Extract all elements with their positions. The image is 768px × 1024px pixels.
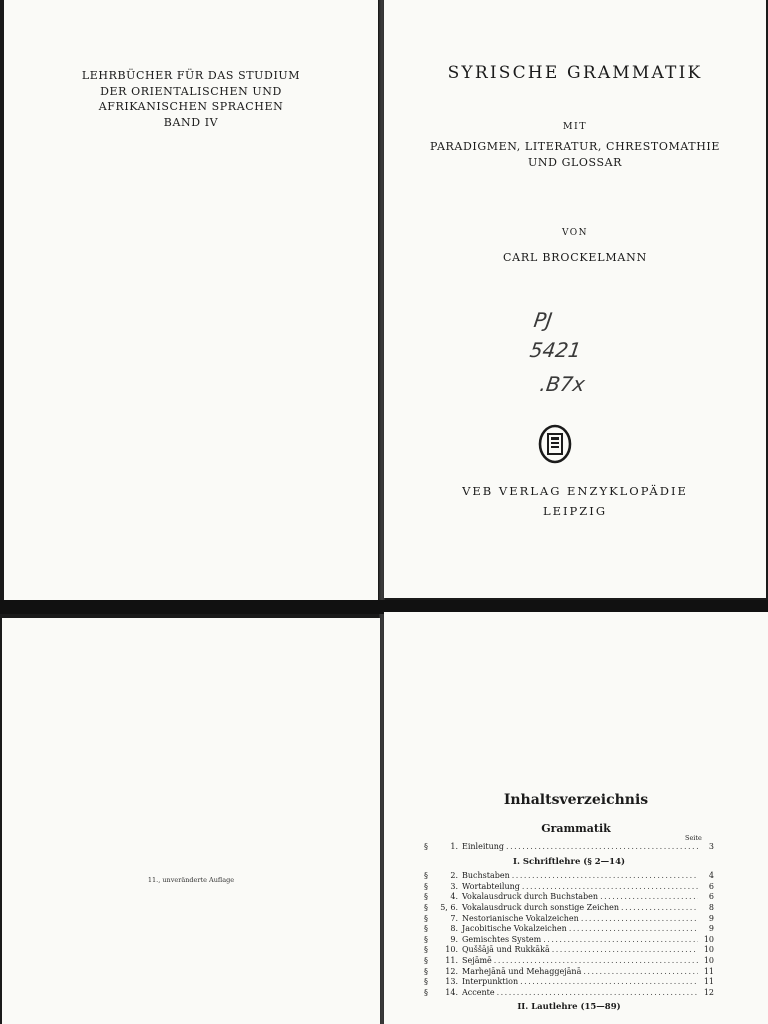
toc-entry xyxy=(424,903,714,914)
series-line: DER ORIENTALISCHEN UND xyxy=(100,84,282,98)
series-block xyxy=(4,68,378,130)
section-title: Vokalausdruck durch Buchstaben xyxy=(462,892,599,902)
section-title: Interpunktion xyxy=(462,977,519,987)
publisher-name: VEB VERLAG ENZYKLOPÄDIE xyxy=(462,484,688,498)
page-number: 8 xyxy=(708,902,714,912)
page-number: 9 xyxy=(708,924,714,934)
section-sign: § xyxy=(424,913,428,923)
von-label: VON xyxy=(561,228,589,238)
leader-dots xyxy=(600,892,698,903)
section-number: 8. xyxy=(450,924,458,934)
section-number: 5, 6. xyxy=(440,902,458,912)
leader-dots xyxy=(552,945,698,956)
section-title: Nestorianische Vokalzeichen xyxy=(462,913,579,923)
call-number-line: PJ xyxy=(532,308,554,332)
page-number: 11 xyxy=(703,966,714,976)
book-title: SYRISCHE GRAMMATIK xyxy=(447,63,703,83)
section-sign: § xyxy=(424,955,428,965)
section-title: Buchstaben xyxy=(462,871,510,881)
title-page xyxy=(384,0,766,598)
section-sign: § xyxy=(424,945,428,955)
page-number: 9 xyxy=(708,913,714,923)
section-sign: § xyxy=(424,977,428,987)
section-title: Marhejānā und Mehaggejānā xyxy=(462,966,582,976)
section-number: 2. xyxy=(450,871,458,881)
page-number: 12 xyxy=(703,987,714,997)
page-column-label: Seite xyxy=(685,834,702,842)
leader-dots xyxy=(583,967,698,978)
toc-entry xyxy=(424,977,714,988)
section-sign: § xyxy=(424,966,428,976)
call-number-line: 5421 xyxy=(528,338,583,362)
subtitle-line: PARADIGMEN, LITERATUR, CHRESTOMATHIE xyxy=(430,140,720,153)
contents-page xyxy=(384,612,768,1024)
page-number: 6 xyxy=(708,881,714,891)
toc-entry xyxy=(424,914,714,925)
section-title: Gemischtes System xyxy=(462,934,542,944)
section-sign: § xyxy=(424,892,428,902)
series-page xyxy=(4,0,378,600)
section-number: 13. xyxy=(445,977,458,987)
section-number: 12. xyxy=(445,966,458,976)
section-number: 4. xyxy=(450,892,458,902)
leader-dots xyxy=(497,988,698,999)
leader-dots xyxy=(569,924,698,935)
section-sign: § xyxy=(424,881,428,891)
subtitle-line: UND GLOSSAR xyxy=(527,156,623,169)
leader-dots xyxy=(621,903,698,914)
section-number: 14. xyxy=(445,987,458,997)
page-number: 10 xyxy=(703,934,714,944)
leader-dots xyxy=(581,914,698,925)
section-title: Jacobitische Vokalzeichen xyxy=(462,924,567,934)
series-line: LEHRBÜCHER FÜR DAS STUDIUM xyxy=(81,69,301,82)
page-number: 11 xyxy=(703,977,714,987)
series-volume: BAND IV xyxy=(163,115,219,129)
publisher-logo-icon xyxy=(538,424,572,464)
toc-entry xyxy=(424,967,714,978)
leader-dots xyxy=(506,842,698,853)
section-number: 11. xyxy=(445,955,458,965)
section-number: 1. xyxy=(450,842,458,851)
section-title: Sejāmē xyxy=(462,955,492,965)
publisher-block xyxy=(384,481,766,521)
leader-dots xyxy=(520,977,698,988)
part-heading: II. Lautlehre (15—89) xyxy=(517,1002,621,1013)
imprint-page xyxy=(2,618,380,1024)
toc-entry xyxy=(424,871,714,882)
toc-entry xyxy=(424,842,714,853)
section-sign: § xyxy=(424,924,428,934)
page-number: 3 xyxy=(708,842,714,851)
series-line: AFRIKANISCHEN SPRACHEN xyxy=(98,100,284,113)
section-number: 3. xyxy=(450,881,458,891)
section-number: 7. xyxy=(450,913,458,923)
section-title: Vokalausdruck durch sonstige Zeichen xyxy=(462,902,620,912)
toc-entry xyxy=(424,956,714,967)
call-number-line: .B7x xyxy=(538,372,587,396)
page-number: 6 xyxy=(708,892,714,902)
section-sign: § xyxy=(424,842,428,851)
section-title: Quššājā und Rukkākā xyxy=(462,945,550,955)
toc-list xyxy=(424,842,714,1017)
toc-entry xyxy=(424,882,714,893)
section-title: Einleitung xyxy=(462,842,505,851)
leader-dots xyxy=(512,871,698,882)
subtitle-block xyxy=(384,139,766,171)
leader-dots xyxy=(522,882,698,893)
page-number: 10 xyxy=(703,955,714,965)
page-number: 4 xyxy=(708,871,714,881)
section-sign: § xyxy=(424,902,428,912)
section-sign: § xyxy=(424,934,428,944)
edition-note: 11., unveränderte Auflage xyxy=(147,876,235,884)
section-title: Accente xyxy=(462,987,495,997)
toc-entry xyxy=(424,935,714,946)
mit-label: MIT xyxy=(562,121,588,132)
part-heading: I. Schriftlehre (§ 2—14) xyxy=(512,856,626,867)
toc-entry xyxy=(424,892,714,903)
leader-dots xyxy=(543,935,698,946)
section-number: 9. xyxy=(450,934,458,944)
toc-entry xyxy=(424,924,714,935)
section-sign: § xyxy=(424,871,428,881)
publisher-city: LEIPZIG xyxy=(542,504,608,518)
toc-entry xyxy=(424,945,714,956)
toc-subheading: Grammatik xyxy=(541,822,611,835)
section-sign: § xyxy=(424,987,428,997)
section-title: Wortabteilung xyxy=(462,881,520,891)
author-name: CARL BROCKELMANN xyxy=(502,251,648,264)
leader-dots xyxy=(494,956,698,967)
page-number: 10 xyxy=(703,945,714,955)
toc-heading: Inhaltsverzeichnis xyxy=(503,792,649,808)
section-number: 10. xyxy=(445,945,458,955)
toc-entry xyxy=(424,988,714,999)
